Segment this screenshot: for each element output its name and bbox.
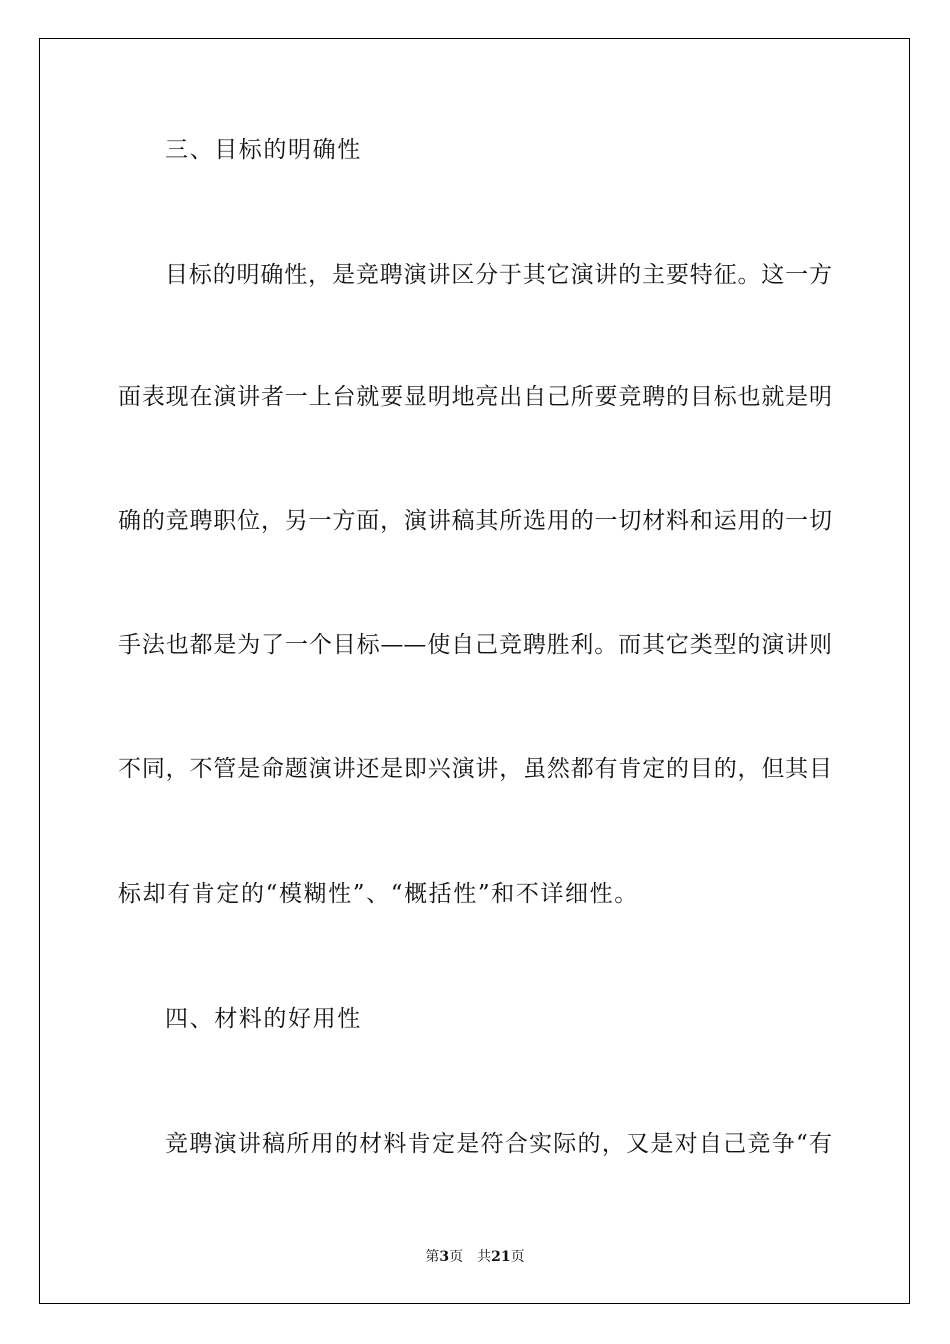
- paragraph-line: 标却有肯定的“模糊性”、“概括性”和不详细性。: [118, 881, 639, 907]
- paragraph-line: 目标的明确性，是竞聘演讲区分于其它演讲的主要特征。这一方: [165, 262, 832, 288]
- paragraph-line: 确的竞聘职位，另一方面，演讲稿其所选用的一切材料和运用的一切: [118, 508, 832, 534]
- paragraph-line: 手法也都是为了一个目标——使自己竞聘胜利。而其它类型的演讲则: [118, 632, 832, 658]
- paragraph-line: 不同，不管是命题演讲还是即兴演讲，虽然都有肯定的目的，但其目: [118, 756, 832, 782]
- total-suffix: 页: [510, 1249, 525, 1265]
- page-number: 3: [439, 1249, 450, 1265]
- paragraph-line: 面表现在演讲者一上台就要显明地亮出自己所要竞聘的目标也就是明: [118, 384, 832, 410]
- paragraph-line: 竞聘演讲稿所用的材料肯定是符合实际的，又是对自己竞争“有: [165, 1131, 832, 1157]
- section-heading-3: 三、目标的明确性: [165, 137, 362, 163]
- page-suffix: 页: [449, 1249, 464, 1265]
- page-prefix: 第: [425, 1249, 440, 1265]
- page-border: [39, 38, 910, 1304]
- section-heading-4: 四、材料的好用性: [165, 1006, 362, 1032]
- total-pages: 21: [491, 1249, 511, 1265]
- total-prefix: 共: [477, 1249, 492, 1265]
- page-footer: [0, 1248, 950, 1266]
